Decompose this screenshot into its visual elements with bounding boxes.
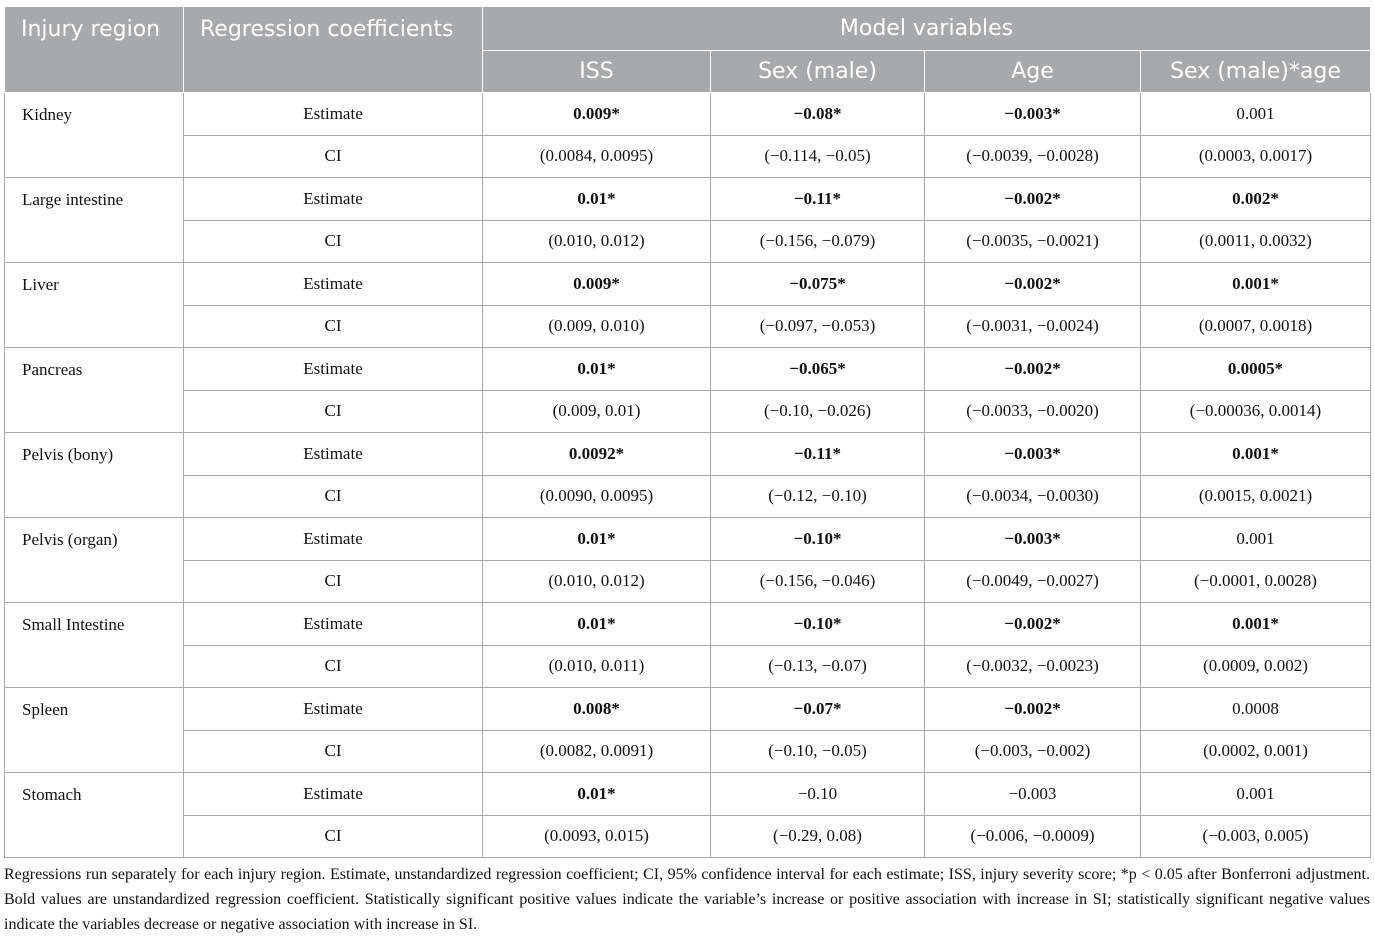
ci-sex-male-age-cell: (−0.003, 0.005): [1141, 815, 1371, 858]
ci-sex-male-age-cell: (0.0003, 0.0017): [1141, 135, 1371, 178]
estimate-age-cell: −0.003: [925, 773, 1141, 816]
ci-age-cell: (−0.006, −0.0009): [925, 815, 1141, 858]
estimate-iss-cell: 0.01*: [483, 348, 711, 391]
estimate-age-cell: −0.002*: [925, 348, 1141, 391]
estimate-age-cell: −0.002*: [925, 603, 1141, 646]
injury-region-cell: Small Intestine: [5, 603, 184, 688]
estimate-iss-cell: 0.01*: [483, 603, 711, 646]
ci-sex-male-age-cell: (−0.00036, 0.0014): [1141, 390, 1371, 433]
injury-region-cell: Large intestine: [5, 178, 184, 263]
table-row-ci: [5, 645, 1371, 688]
estimate-iss-cell: 0.008*: [483, 688, 711, 731]
ci-sex-male-cell: (−0.097, −0.053): [711, 305, 925, 348]
ci-sex-male-cell: (−0.114, −0.05): [711, 135, 925, 178]
estimate-sex-male-cell: −0.07*: [711, 688, 925, 731]
table-row-ci: [5, 305, 1371, 348]
ci-iss-cell: (0.0093, 0.015): [483, 815, 711, 858]
estimate-age-cell: −0.003*: [925, 93, 1141, 136]
estimate-age-cell: −0.002*: [925, 263, 1141, 306]
header-regression-coefficients: Regression coefficients: [184, 7, 483, 93]
injury-region-cell: Pelvis (bony): [5, 433, 184, 518]
estimate-sex-male-age-cell: 0.001: [1141, 93, 1371, 136]
ci-sex-male-age-cell: (0.0015, 0.0021): [1141, 475, 1371, 518]
header-sex-male: Sex (male): [711, 51, 925, 93]
ci-sex-male-cell: (−0.156, −0.079): [711, 220, 925, 263]
injury-region-cell: Pelvis (organ): [5, 518, 184, 603]
ci-sex-male-age-cell: (0.0011, 0.0032): [1141, 220, 1371, 263]
coefficient-label-ci: CI: [184, 135, 483, 178]
table-row-estimate: [5, 178, 1371, 221]
ci-sex-male-age-cell: (0.0009, 0.002): [1141, 645, 1371, 688]
table-row-estimate: [5, 603, 1371, 646]
coefficient-label-ci: CI: [184, 645, 483, 688]
estimate-sex-male-cell: −0.065*: [711, 348, 925, 391]
ci-sex-male-cell: (−0.12, −0.10): [711, 475, 925, 518]
estimate-sex-male-age-cell: 0.001: [1141, 773, 1371, 816]
coefficient-label-ci: CI: [184, 730, 483, 773]
regression-table: [4, 6, 1371, 858]
estimate-sex-male-cell: −0.10*: [711, 603, 925, 646]
estimate-sex-male-age-cell: 0.0005*: [1141, 348, 1371, 391]
coefficient-label-estimate: Estimate: [184, 433, 483, 476]
table-row-estimate: [5, 433, 1371, 476]
ci-age-cell: (−0.0031, −0.0024): [925, 305, 1141, 348]
estimate-iss-cell: 0.009*: [483, 263, 711, 306]
ci-iss-cell: (0.010, 0.011): [483, 645, 711, 688]
coefficient-label-ci: CI: [184, 560, 483, 603]
table-row-estimate: [5, 518, 1371, 561]
estimate-sex-male-cell: −0.11*: [711, 433, 925, 476]
ci-sex-male-cell: (−0.29, 0.08): [711, 815, 925, 858]
estimate-sex-male-age-cell: 0.0008: [1141, 688, 1371, 731]
ci-sex-male-age-cell: (−0.0001, 0.0028): [1141, 560, 1371, 603]
coefficient-label-ci: CI: [184, 475, 483, 518]
ci-sex-male-age-cell: (0.0002, 0.001): [1141, 730, 1371, 773]
estimate-sex-male-cell: −0.075*: [711, 263, 925, 306]
coefficient-label-estimate: Estimate: [184, 263, 483, 306]
ci-iss-cell: (0.0084, 0.0095): [483, 135, 711, 178]
ci-age-cell: (−0.0033, −0.0020): [925, 390, 1141, 433]
estimate-age-cell: −0.002*: [925, 178, 1141, 221]
ci-age-cell: (−0.0039, −0.0028): [925, 135, 1141, 178]
ci-age-cell: (−0.0034, −0.0030): [925, 475, 1141, 518]
table-row-ci: [5, 135, 1371, 178]
header-sex-male-age: Sex (male)*age: [1141, 51, 1371, 93]
estimate-iss-cell: 0.01*: [483, 518, 711, 561]
ci-iss-cell: (0.0082, 0.0091): [483, 730, 711, 773]
ci-sex-male-cell: (−0.10, −0.05): [711, 730, 925, 773]
table-row-estimate: [5, 348, 1371, 391]
estimate-iss-cell: 0.0092*: [483, 433, 711, 476]
ci-sex-male-cell: (−0.10, −0.026): [711, 390, 925, 433]
coefficient-label-estimate: Estimate: [184, 688, 483, 731]
estimate-iss-cell: 0.01*: [483, 773, 711, 816]
coefficient-label-ci: CI: [184, 305, 483, 348]
coefficient-label-estimate: Estimate: [184, 93, 483, 136]
ci-iss-cell: (0.0090, 0.0095): [483, 475, 711, 518]
table-row-ci: [5, 475, 1371, 518]
estimate-iss-cell: 0.009*: [483, 93, 711, 136]
ci-age-cell: (−0.0035, −0.0021): [925, 220, 1141, 263]
table-row-ci: [5, 730, 1371, 773]
injury-region-cell: Pancreas: [5, 348, 184, 433]
table-row-estimate: [5, 263, 1371, 306]
estimate-sex-male-age-cell: 0.001: [1141, 518, 1371, 561]
table-row-ci: [5, 220, 1371, 263]
header-age: Age: [925, 51, 1141, 93]
coefficient-label-estimate: Estimate: [184, 603, 483, 646]
coefficient-label-ci: CI: [184, 390, 483, 433]
ci-age-cell: (−0.0049, −0.0027): [925, 560, 1141, 603]
estimate-sex-male-cell: −0.10*: [711, 518, 925, 561]
ci-age-cell: (−0.003, −0.002): [925, 730, 1141, 773]
table-row-ci: [5, 815, 1371, 858]
estimate-age-cell: −0.003*: [925, 518, 1141, 561]
estimate-sex-male-age-cell: 0.001*: [1141, 433, 1371, 476]
ci-sex-male-cell: (−0.13, −0.07): [711, 645, 925, 688]
header-model-variables: Model variables: [483, 7, 1371, 51]
coefficient-label-estimate: Estimate: [184, 348, 483, 391]
header-injury-region: Injury region: [5, 7, 184, 93]
coefficient-label-estimate: Estimate: [184, 178, 483, 221]
estimate-sex-male-age-cell: 0.002*: [1141, 178, 1371, 221]
ci-iss-cell: (0.010, 0.012): [483, 220, 711, 263]
estimate-iss-cell: 0.01*: [483, 178, 711, 221]
estimate-sex-male-cell: −0.11*: [711, 178, 925, 221]
ci-iss-cell: (0.009, 0.010): [483, 305, 711, 348]
estimate-sex-male-age-cell: 0.001*: [1141, 263, 1371, 306]
table-footnote: Regressions run separately for each injury region. Estimate, unstandardized regression coefficient; CI, 95% confidence interval for each estimate; ISS, injury severity score; *p < 0.05 after Bonferroni adjustment. Bold values are unstandardized regression coefficient. Statistically significant positive values indicate the variable’s increase or positive association with increase in SI; statistically significant negative values indicate the variables decrease or negative association with increase in SI.: [4, 866, 1370, 933]
header-iss: ISS: [483, 51, 711, 93]
ci-sex-male-cell: (−0.156, −0.046): [711, 560, 925, 603]
ci-iss-cell: (0.010, 0.012): [483, 560, 711, 603]
table-row-ci: [5, 560, 1371, 603]
table-row-estimate: [5, 93, 1371, 136]
coefficient-label-estimate: Estimate: [184, 773, 483, 816]
table-header: [5, 7, 1371, 93]
estimate-sex-male-cell: −0.10: [711, 773, 925, 816]
estimate-sex-male-cell: −0.08*: [711, 93, 925, 136]
injury-region-cell: Kidney: [5, 93, 184, 178]
injury-region-cell: Stomach: [5, 773, 184, 858]
coefficient-label-ci: CI: [184, 815, 483, 858]
ci-iss-cell: (0.009, 0.01): [483, 390, 711, 433]
estimate-age-cell: −0.002*: [925, 688, 1141, 731]
injury-region-cell: Liver: [5, 263, 184, 348]
estimate-sex-male-age-cell: 0.001*: [1141, 603, 1371, 646]
table-row-ci: [5, 390, 1371, 433]
table-row-estimate: [5, 773, 1371, 816]
coefficient-label-estimate: Estimate: [184, 518, 483, 561]
ci-sex-male-age-cell: (0.0007, 0.0018): [1141, 305, 1371, 348]
ci-age-cell: (−0.0032, −0.0023): [925, 645, 1141, 688]
injury-region-cell: Spleen: [5, 688, 184, 773]
table-row-estimate: [5, 688, 1371, 731]
table-body: [5, 93, 1371, 858]
estimate-age-cell: −0.003*: [925, 433, 1141, 476]
coefficient-label-ci: CI: [184, 220, 483, 263]
